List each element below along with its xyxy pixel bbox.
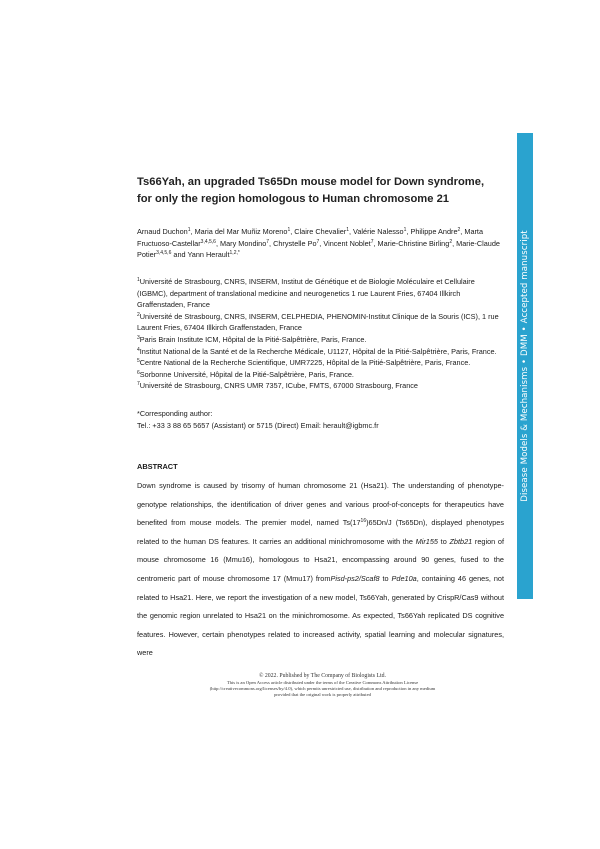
affiliation-number: 6 (137, 369, 140, 376)
author-separator: , (190, 227, 195, 236)
author-affiliation-mark: 3,4,5,6 (156, 250, 172, 257)
abstract-heading: ABSTRACT (137, 462, 178, 471)
author-separator: , (319, 238, 324, 248)
gene-name: Pde10a (391, 573, 417, 583)
author-name: Maria del Mar Muñiz Moreno (194, 227, 288, 236)
affiliation-number: 1 (137, 277, 140, 283)
affiliation (137, 276, 504, 311)
affiliation (137, 346, 504, 358)
author-separator: , (406, 227, 411, 236)
author-separator: and (171, 250, 188, 260)
author-affiliation-mark: 1,2,* (229, 250, 240, 257)
author-name: Valérie Nalesso (353, 227, 404, 236)
affiliation-number: 4 (137, 346, 140, 353)
author-affiliation-mark: 7 (370, 238, 374, 245)
paper-title: Ts66Yah, an upgraded Ts65Dn mouse model for Down syndrome, for only the region homologous to Human chromosome 21 (137, 176, 485, 205)
corresponding-author (137, 408, 504, 431)
author-affiliation-mark: 1 (187, 227, 191, 233)
license-line: (http://creativecommons.org/licenses/by/4.0), which permits unrestricted use, distribution and reproduction in any medium (209, 686, 436, 692)
author-name: Arnaud Duchon (137, 227, 188, 236)
affiliation-text: Paris Brain Institute ICM, Hôpital de la Pitié-Salpêtrière, Paris, France. (139, 334, 367, 344)
abstract-text: Down syndrome is caused by trisomy of human chromosome 21 (Hsa21). The understanding of phenotype-genotype relationships, the identification of driver genes and various proof-of-concepts for therapeutics have benefited from mouse models. The premier model, named $Ts(17^{16})65Dn/J$ (Ts65Dn), displayed phenotypes related to the human DS features. It carries an additional minichromosome with the Mir155 to Zbtb21 region of mouse chromosome 16 (Mmu16), homologous to Hsa21, encompassing around 90 genes, fused to the centromeric part of mouse chromosome 17 (Mmu17) fromPisd-ps2/Scaf8 to Pde10a, containing 46 genes, not related to Hsa21. Here, we report the investigation of a new model, Ts66Yah, generated by CrispR/Cas9 without the genomic region unrelated to Hsa21 on the minichromosome. As expected, Ts66Yah replicated DS cognitive features. However, certain phenotypes related to increased activity, spatial learning and molecular signatures, were (137, 481, 504, 658)
author-affiliation-mark: 3,4,5,6 (200, 238, 216, 245)
author-name: Marie-Claude Potier (137, 238, 500, 260)
gene-name: Mir155 (415, 536, 438, 546)
author-name: Philippe Andre (410, 227, 458, 236)
author-name: Chrystelle Po (273, 238, 317, 248)
affiliation-text: Université de Strasbourg, CNRS UMR 7357, ICube, FMTS, 67000 Strasbourg, France (139, 381, 418, 391)
license-line: This is an Open Access article distributed under the terms of the Creative Commons Attribution License (226, 680, 419, 685)
side-banner-text: Disease Models & Mechanisms • DMM • Accepted manuscript (520, 230, 530, 502)
author-separator: , (269, 238, 274, 248)
license-footer (130, 672, 515, 699)
affiliation (137, 380, 504, 392)
author-name: Mary Mondino (220, 238, 267, 248)
author-affiliation-mark: 1 (287, 227, 291, 233)
corresponding-label: *Corresponding author: (137, 409, 213, 418)
author-affiliation-mark: 1 (346, 227, 349, 233)
affiliation-text: Sorbonne Université, Hôpital de la Pitié-Salpêtrière, Paris, France. (139, 369, 354, 379)
author-affiliation-mark: 2 (457, 227, 461, 233)
author-separator: , (290, 227, 295, 236)
author-name: Marta Fructuoso-Castellar (137, 227, 484, 248)
author-separator: , (373, 238, 378, 248)
author-separator: , (215, 238, 221, 248)
corresponding-contact: Tel.: +33 3 88 65 5657 (Assistant) or 5715 (Direct) Email: herault@igbmc.fr (137, 420, 379, 430)
author-separator: , (348, 227, 354, 236)
affiliation-list (137, 276, 504, 392)
affiliation-text: Université de Strasbourg, CNRS, INSERM, CELPHEDIA, PHENOMIN-Institut Clinique de la Souris (ICS), 1 rue Laurent Fries, 67404 Illkirch Graffenstaden, France (137, 311, 499, 333)
author-name: Yann Herault (187, 250, 230, 260)
author-name: Claire Chevalier (294, 227, 347, 236)
affiliation-text: Institut National de la Santé et de la Recherche Médicale, U1127, Hôpital de la Pitié-Salpêtrière, Paris, France. (139, 346, 497, 356)
license-line: provided that the original work is properly attributed (274, 692, 371, 698)
author-list (137, 226, 504, 261)
side-banner (517, 133, 533, 599)
affiliation-text: Université de Strasbourg, CNRS, INSERM, Institut de Génétique et de Biologie Moléculaire et Cellulaire (IGBMC), department of translational medicine and neurogenetics 1 rue Laurent Fries, 67404 Illkirch Graffenstaden, France (137, 277, 475, 310)
author-separator: , (460, 227, 465, 236)
author-affiliation-mark: 7 (266, 238, 270, 245)
author-affiliation-mark: 2 (449, 238, 453, 245)
affiliation (137, 357, 504, 369)
author-affiliation-mark: 7 (316, 238, 320, 245)
author-name: Marie-Christine Birling (377, 238, 450, 248)
affiliation (137, 311, 504, 334)
affiliation (137, 334, 504, 346)
affiliation-number: 5 (137, 358, 140, 365)
affiliation-text: Centre National de la Recherche Scientifique, UMR7225, Hôpital de la Pitié-Salpêtrière, Paris, France. (139, 358, 471, 368)
affiliation-number: 3 (137, 334, 140, 341)
author-affiliation-mark: 1 (403, 227, 407, 233)
affiliation (137, 369, 504, 381)
gene-name: Pisd-ps2/Scaf8 (330, 573, 380, 583)
copyright-line: © 2022. Published by The Company of Biologists Ltd. (259, 673, 386, 679)
gene-name: Zbtb21 (449, 536, 473, 546)
author-separator: , (452, 238, 457, 248)
affiliation-number: 2 (137, 311, 140, 318)
affiliation-number: 7 (137, 381, 140, 388)
abstract-superscript: 16 (360, 518, 367, 525)
author-name: Vincent Noblet (323, 238, 371, 248)
